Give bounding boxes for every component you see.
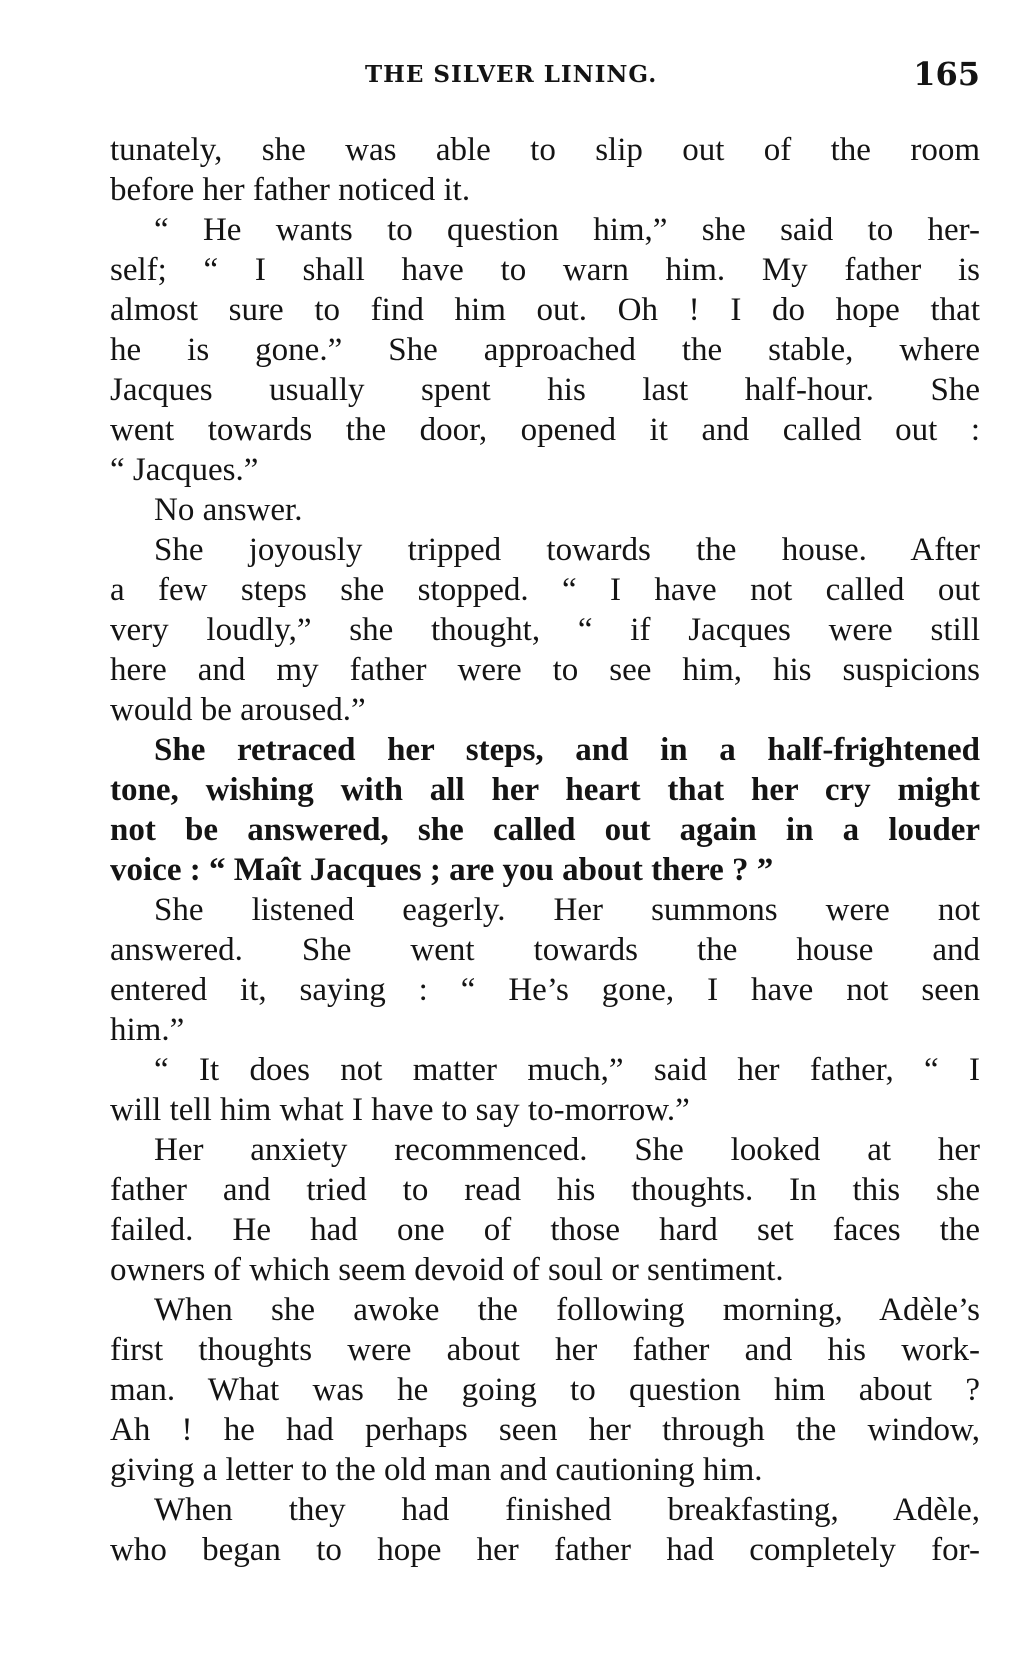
page-number: 165 — [913, 55, 980, 93]
text-line: here and my father were to see him, his suspicions — [110, 652, 980, 688]
text-line: failed. He had one of those hard set faces the — [110, 1212, 980, 1248]
text-line: self; “ I shall have to warn him. My father is — [110, 252, 980, 288]
text-line: before her father noticed it. — [110, 172, 471, 208]
text-line: “ He wants to question him,” she said to her- — [154, 212, 980, 248]
text-line: tone, wishing with all her heart that her cry might — [110, 772, 980, 808]
text-line: giving a letter to the old man and cautioning him. — [110, 1452, 763, 1488]
text-line: first thoughts were about her father and his work- — [110, 1332, 980, 1368]
text-line: very loudly,” she thought, “ if Jacques were still — [110, 612, 980, 648]
text-line: father and tried to read his thoughts. In this she — [110, 1172, 980, 1208]
running-head — [110, 55, 980, 95]
text-line: he is gone.” She approached the stable, where — [110, 332, 980, 368]
text-line: will tell him what I have to say to-morrow.” — [110, 1092, 690, 1128]
text-line: would be aroused.” — [110, 692, 366, 728]
text-line: man. What was he going to question him about ? — [110, 1372, 980, 1408]
text-line: Jacques usually spent his last half-hour. She — [110, 372, 980, 408]
text-line: who began to hope her father had completely for- — [110, 1532, 980, 1568]
text-line: “ Jacques.” — [110, 452, 259, 488]
text-line: not be answered, she called out again in a louder — [110, 812, 980, 848]
text-line: owners of which seem devoid of soul or sentiment. — [110, 1252, 784, 1288]
text-line: went towards the door, opened it and called out : — [110, 412, 980, 448]
text-line: voice : “ Maît Jacques ; are you about there ? ” — [110, 852, 774, 888]
text-line: She joyously tripped towards the house. After — [154, 532, 980, 568]
text-line: answered. She went towards the house and — [110, 932, 980, 968]
text-line: Ah ! he had perhaps seen her through the window, — [110, 1412, 980, 1448]
text-line: She listened eagerly. Her summons were not — [154, 892, 980, 928]
text-line: tunately, she was able to slip out of the room — [110, 132, 980, 168]
text-line: a few steps she stopped. “ I have not called out — [110, 572, 980, 608]
text-line: When she awoke the following morning, Adèle’s — [154, 1292, 980, 1328]
text-line: him.” — [110, 1012, 185, 1048]
body-text — [110, 130, 980, 1570]
running-title: THE SILVER LINING. — [365, 61, 658, 88]
text-line: almost sure to find him out. Oh ! I do hope that — [110, 292, 980, 328]
text-line: entered it, saying : “ He’s gone, I have not seen — [110, 972, 980, 1008]
text-line: No answer. — [154, 492, 303, 528]
text-line: She retraced her steps, and in a half-frightened — [154, 732, 980, 768]
text-line: “ It does not matter much,” said her father, “ I — [154, 1052, 980, 1088]
text-line: When they had finished breakfasting, Adèle, — [154, 1492, 980, 1528]
text-line: Her anxiety recommenced. She looked at her — [154, 1132, 980, 1168]
